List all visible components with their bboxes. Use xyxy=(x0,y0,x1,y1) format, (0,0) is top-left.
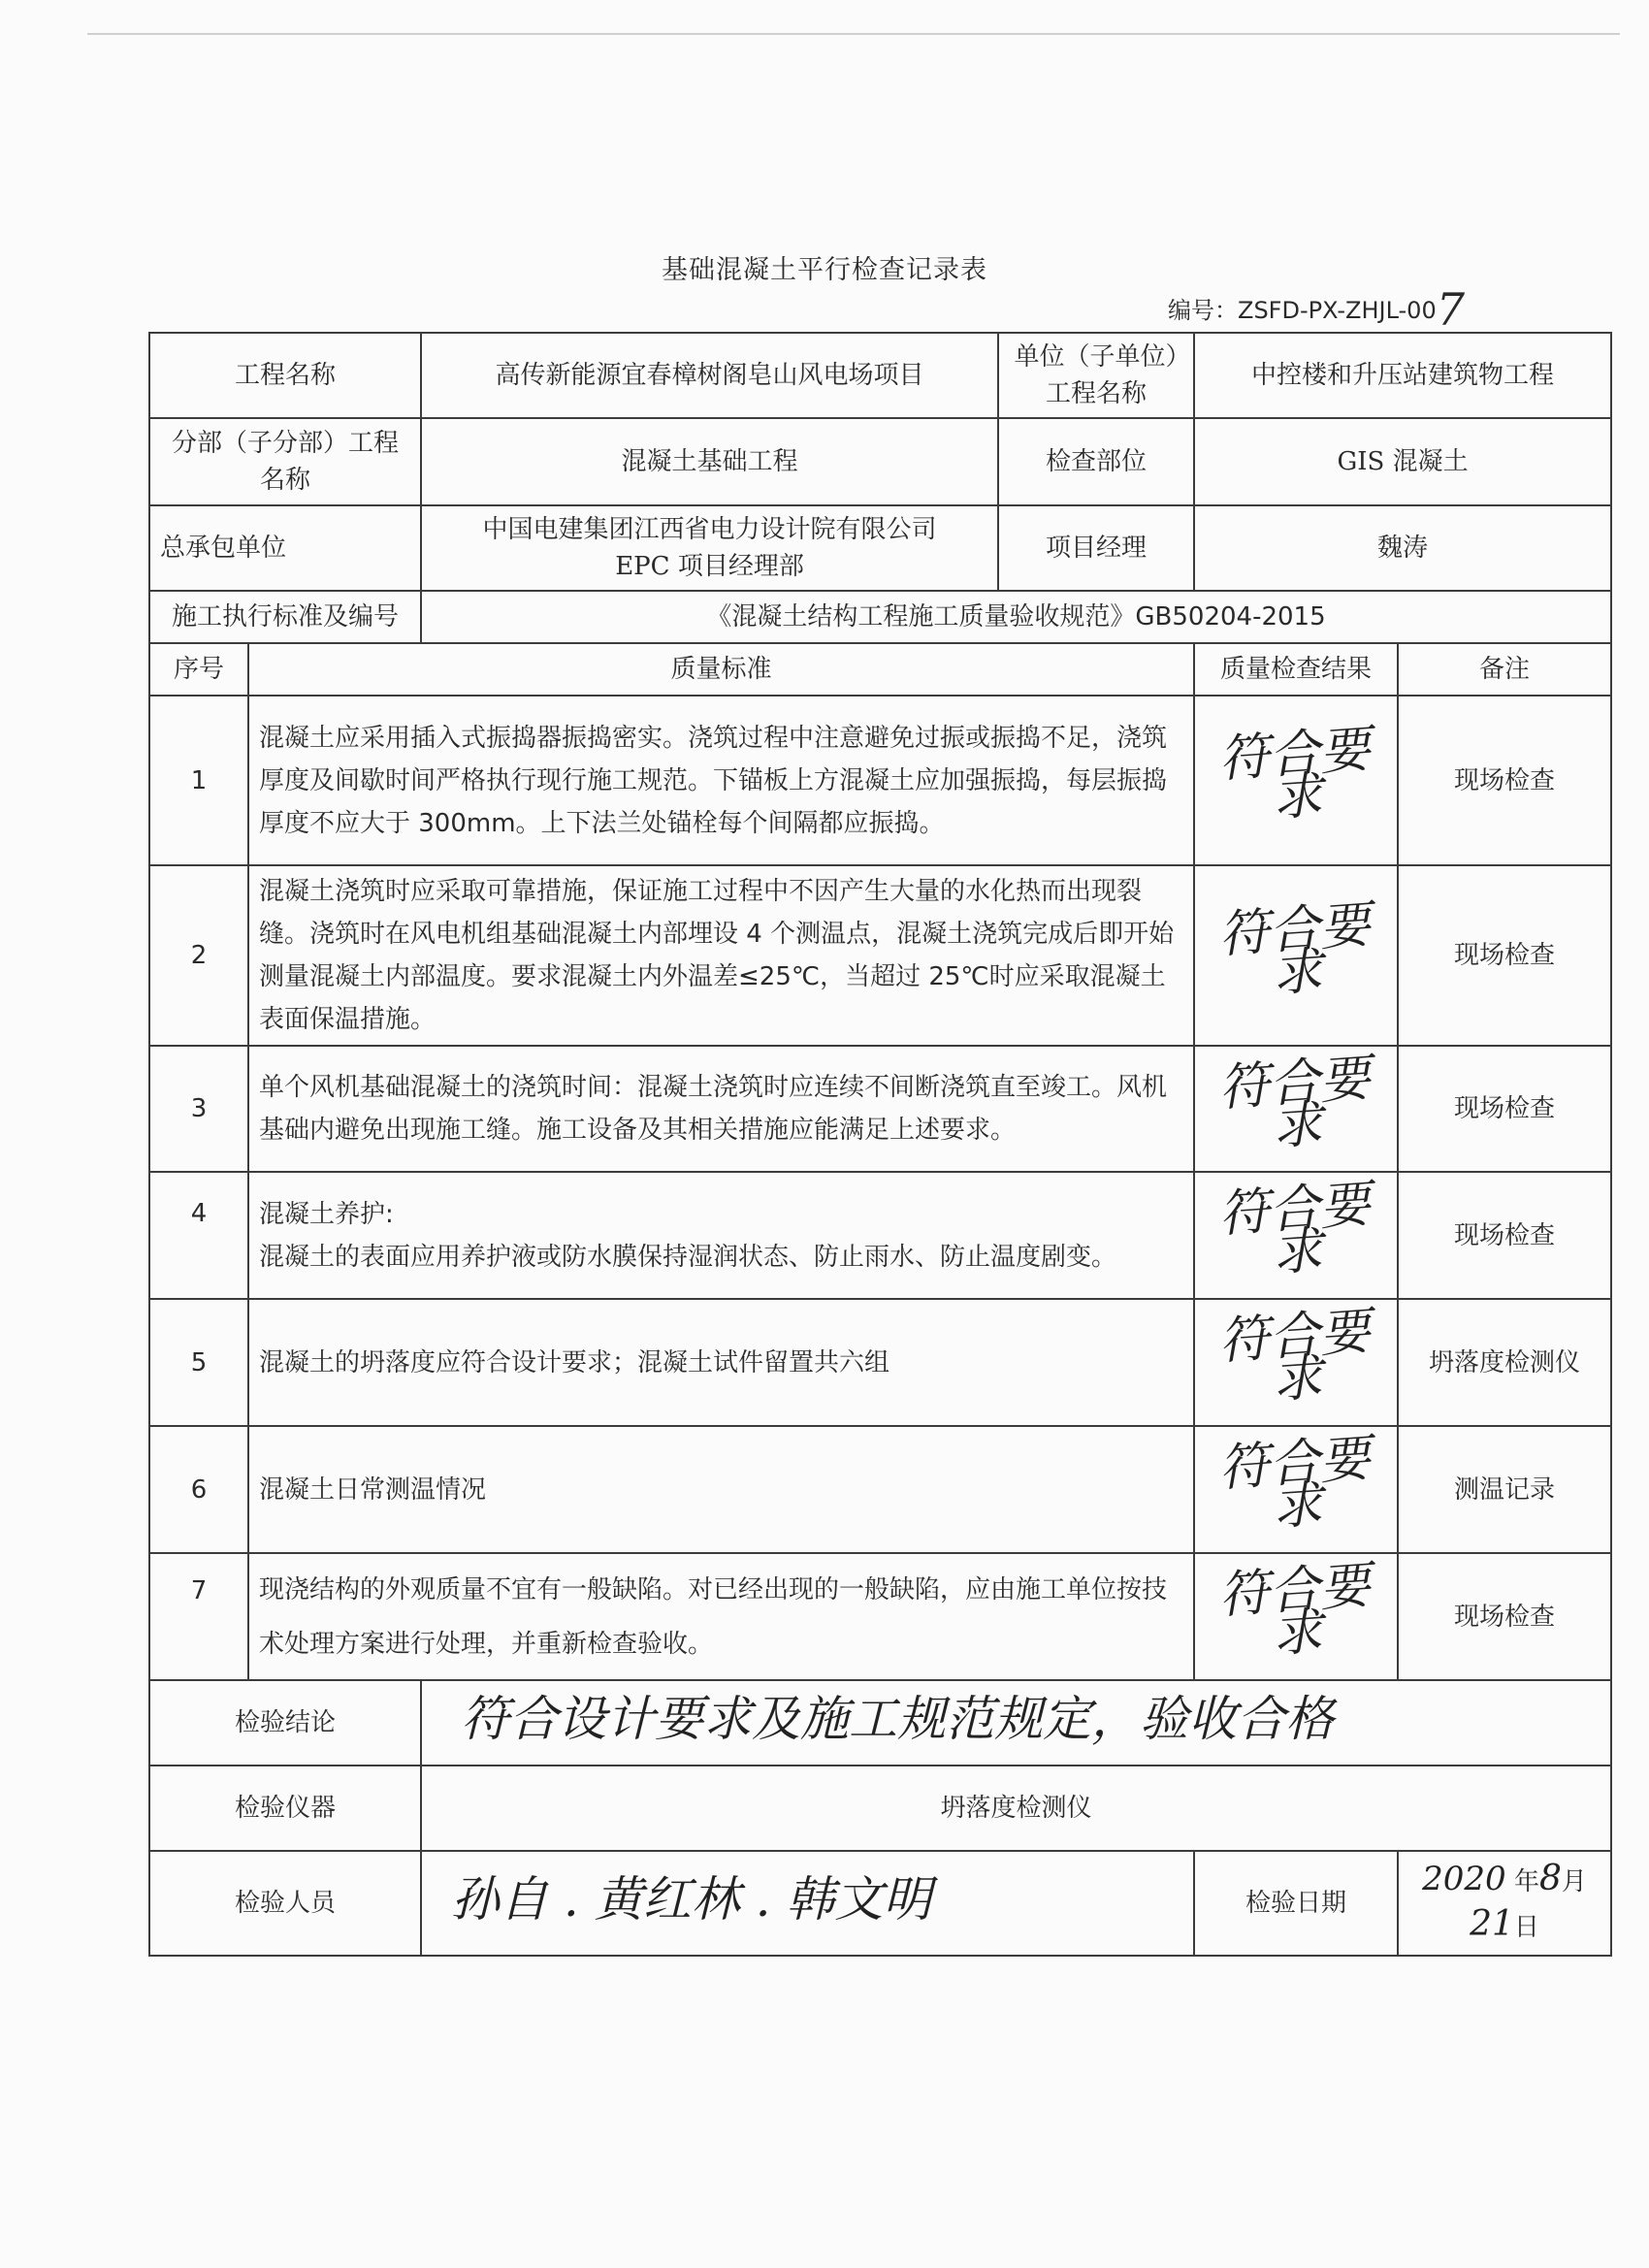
date-day: 21 xyxy=(1470,1904,1514,1944)
date-month: 8 xyxy=(1538,1859,1562,1898)
table-row xyxy=(149,1299,1611,1426)
manager-value: 魏涛 xyxy=(1194,505,1611,591)
result-signature: 符合要求 xyxy=(1216,1556,1373,1665)
number-value: ZSFD-PX-ZHJL-00 xyxy=(1238,297,1437,324)
conclusion-row xyxy=(149,1680,1611,1766)
row-no: 4 xyxy=(149,1172,248,1299)
subdivision-label: 分部（子分部）工程名称 xyxy=(149,418,421,505)
instrument-row xyxy=(149,1766,1611,1851)
unit-value: 中控楼和升压站建筑物工程 xyxy=(1194,333,1611,418)
row-no: 2 xyxy=(149,865,248,1046)
inspection-part-value: GIS 混凝土 xyxy=(1194,418,1611,505)
scan-edge-line xyxy=(87,33,1620,35)
contractor-label: 总承包单位 xyxy=(149,505,421,591)
standard-value: 《混凝土结构工程施工质量验收规范》GB50204-2015 xyxy=(421,591,1611,643)
result-signature: 符合要求 xyxy=(1216,895,1373,1004)
number-label: 编号： xyxy=(1168,297,1238,324)
row-remark: 现场检查 xyxy=(1398,696,1611,865)
document-number xyxy=(1168,283,1465,336)
manager-label: 项目经理 xyxy=(998,505,1194,591)
document-title: 基础混凝土平行检查记录表 xyxy=(662,255,987,285)
inspectors-signatures: 孙自 . 黄红林 . 韩文明 xyxy=(451,1870,932,1928)
date-value xyxy=(1398,1851,1611,1956)
row-standard-title: 混凝土养护: xyxy=(259,1199,394,1229)
conclusion-label: 检验结论 xyxy=(149,1680,421,1766)
contractor-line-2: EPC 项目经理部 xyxy=(615,552,804,581)
project-name-value: 高传新能源宜春樟树阁皂山风电场项目 xyxy=(421,333,998,418)
result-signature: 符合要求 xyxy=(1216,720,1373,828)
row-standard: 混凝土浇筑时应采取可靠措施，保证施工过程中不因产生大量的水化热而出现裂缝。浇筑时在风电机组基础混凝土内部埋设 4 个测温点，混凝土浇筑完成后即开始测量混凝土内部温度。要求混凝土内外温差≤25℃，当超过 25℃时应采取混凝土表面保温措施。 xyxy=(248,865,1194,1046)
row-no: 3 xyxy=(149,1046,248,1172)
number-handwritten: 7 xyxy=(1436,283,1465,336)
header-row-project xyxy=(149,333,1611,418)
row-remark: 坍落度检测仪 xyxy=(1398,1299,1611,1426)
result-signature: 符合要求 xyxy=(1216,1302,1373,1410)
date-day-unit: 日 xyxy=(1513,1913,1539,1942)
result-signature: 符合要求 xyxy=(1216,1049,1373,1157)
table-row xyxy=(149,1172,1611,1299)
date-label: 检验日期 xyxy=(1194,1851,1398,1956)
table-row xyxy=(149,696,1611,865)
row-standard xyxy=(248,1172,1194,1299)
subdivision-value: 混凝土基础工程 xyxy=(421,418,998,505)
unit-label: 单位（子单位）工程名称 xyxy=(998,333,1194,418)
row-no: 6 xyxy=(149,1426,248,1553)
col-no-header: 序号 xyxy=(149,643,248,696)
col-remark-header: 备注 xyxy=(1398,643,1611,696)
header-row-subdivision xyxy=(149,418,1611,505)
row-remark: 现场检查 xyxy=(1398,865,1611,1046)
row-no: 5 xyxy=(149,1299,248,1426)
conclusion-value xyxy=(421,1680,1611,1766)
contractor-line-1: 中国电建集团江西省电力设计院有限公司 xyxy=(482,515,937,544)
date-year: 2020 xyxy=(1422,1860,1506,1898)
table-row xyxy=(149,1426,1611,1553)
instrument-label: 检验仪器 xyxy=(149,1766,421,1851)
inspectors-label: 检验人员 xyxy=(149,1851,421,1956)
row-no: 7 xyxy=(149,1553,248,1680)
row-standard: 单个风机基础混凝土的浇筑时间：混凝土浇筑时应连续不间断浇筑直至竣工。风机基础内避免出现施工缝。施工设备及其相关措施应能满足上述要求。 xyxy=(248,1046,1194,1172)
header-row-contractor xyxy=(149,505,1611,591)
row-standard: 混凝土的坍落度应符合设计要求；混凝土试件留置共六组 xyxy=(248,1299,1194,1426)
row-remark: 测温记录 xyxy=(1398,1426,1611,1553)
inspection-record-table xyxy=(148,332,1612,1957)
contractor-value xyxy=(421,505,998,591)
row-standard: 现浇结构的外观质量不宜有一般缺陷。对已经出现的一般缺陷，应由施工单位按技术处理方案进行处理，并重新检查验收。 xyxy=(248,1553,1194,1680)
table-row xyxy=(149,865,1611,1046)
result-signature: 符合要求 xyxy=(1216,1175,1373,1283)
result-signature: 符合要求 xyxy=(1216,1429,1373,1538)
header-row-standard xyxy=(149,591,1611,643)
date-year-unit: 年 xyxy=(1513,1867,1539,1896)
row-remark: 现场检查 xyxy=(1398,1046,1611,1172)
instrument-value: 坍落度检测仪 xyxy=(421,1766,1611,1851)
row-remark: 现场检查 xyxy=(1398,1553,1611,1680)
row-no: 1 xyxy=(149,696,248,865)
table-row xyxy=(149,1553,1611,1680)
row-remark: 现场检查 xyxy=(1398,1172,1611,1299)
conclusion-handwriting: 符合设计要求及施工规范规定，验收合格 xyxy=(461,1690,1335,1747)
inspectors-row xyxy=(149,1851,1611,1956)
col-standard-header: 质量标准 xyxy=(248,643,1194,696)
col-result-header: 质量检查结果 xyxy=(1194,643,1398,696)
date-month-unit: 月 xyxy=(1561,1867,1587,1896)
row-standard: 混凝土应采用插入式振捣器振捣密实。浇筑过程中注意避免过振或振捣不足，浇筑厚度及间歇时间严格执行现行施工规范。下锚板上方混凝土应加强振捣，每层振捣厚度不应大于 300mm。上下法兰处锚栓每个间隔都应振捣。 xyxy=(248,696,1194,865)
row-standard-body: 混凝土的表面应用养护液或防水膜保持湿润状态、防止雨水、防止温度剧变。 xyxy=(259,1242,1117,1272)
inspectors-value xyxy=(421,1851,1194,1956)
inspection-part-label: 检查部位 xyxy=(998,418,1194,505)
project-name-label: 工程名称 xyxy=(149,333,421,418)
standard-label: 施工执行标准及编号 xyxy=(149,591,421,643)
table-row xyxy=(149,1046,1611,1172)
column-header-row xyxy=(149,643,1611,696)
row-standard: 混凝土日常测温情况 xyxy=(248,1426,1194,1553)
